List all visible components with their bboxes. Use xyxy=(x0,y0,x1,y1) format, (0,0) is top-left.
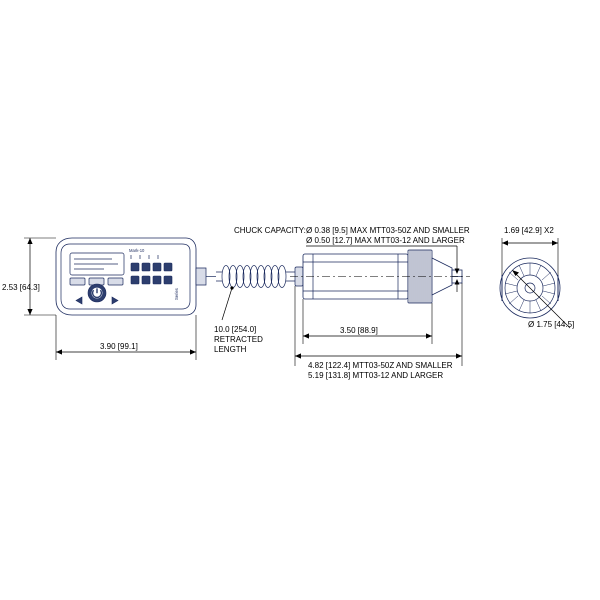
retracted-length-line1: RETRACTED xyxy=(214,335,263,344)
end-view-diameter-label: Ø 1.75 [44.5] xyxy=(528,320,575,329)
arrow-overall-right xyxy=(456,353,462,358)
cable-strain-relief xyxy=(216,272,222,281)
retracted-length-value: 10.0 [254.0] xyxy=(214,325,257,334)
leader-retracted-length xyxy=(222,288,232,320)
arrow-overall-left xyxy=(295,353,301,358)
overall-length-line1: 4.82 [122.4] MTT03-50Z AND SMALLER xyxy=(308,361,453,370)
dimension-transducer-length xyxy=(303,299,432,344)
brand-label: Mark-10 xyxy=(129,248,145,253)
chuck-capacity-label: CHUCK CAPACITY: xyxy=(234,226,306,235)
leader-dot-retracted xyxy=(230,286,233,289)
keypad-key-4[interactable] xyxy=(164,263,172,271)
arrow-transducer-left xyxy=(303,333,309,338)
arrow-width-left xyxy=(56,349,62,354)
cable-coils xyxy=(222,266,286,288)
gauge-body-group xyxy=(56,238,206,315)
keypad-key-6[interactable] xyxy=(142,276,150,284)
end-view-width-label: 1.69 [42.9] X2 xyxy=(504,226,554,235)
arrow-height-bottom xyxy=(27,309,32,315)
coiled-cable-group xyxy=(206,266,298,288)
arrow-height-top xyxy=(27,238,32,244)
softkey-1[interactable] xyxy=(70,278,85,285)
keypad-key-8[interactable] xyxy=(164,276,172,284)
transducer-group xyxy=(290,250,470,303)
keypad-key-5[interactable] xyxy=(131,276,139,284)
display-width-label: 3.90 [99.1] xyxy=(100,342,138,351)
arrow-endview-right xyxy=(552,240,558,245)
dimension-display-width xyxy=(56,315,196,360)
arrow-transducer-right xyxy=(426,333,432,338)
arrow-endview-left xyxy=(502,240,508,245)
chuck-capacity-line1: Ø 0.38 [9.5] MAX MTT03-50Z AND SMALLER xyxy=(306,226,470,235)
chuck-capacity-line2: Ø 0.50 [12.7] MAX MTT03-12 AND LARGER xyxy=(306,236,465,245)
overall-length-line2: 5.19 [131.8] MTT03-12 AND LARGER xyxy=(308,371,444,380)
softkey-3[interactable] xyxy=(108,278,123,285)
gauge-housing-outline xyxy=(56,238,196,315)
keypad-key-2[interactable] xyxy=(142,263,150,271)
display-height-label: 2.53 [64.3] xyxy=(2,283,40,292)
keypad-key-1[interactable] xyxy=(131,263,139,271)
retracted-length-note xyxy=(214,286,263,354)
series-label: Series xyxy=(174,288,179,300)
keypad-key-7[interactable] xyxy=(153,276,161,284)
keypad-key-3[interactable] xyxy=(153,263,161,271)
transducer-length-label: 3.50 [88.9] xyxy=(340,326,378,335)
rear-connector xyxy=(196,268,206,285)
dimension-display-height xyxy=(2,238,56,315)
retracted-length-line2: LENGTH xyxy=(214,345,247,354)
arrow-width-right xyxy=(190,349,196,354)
